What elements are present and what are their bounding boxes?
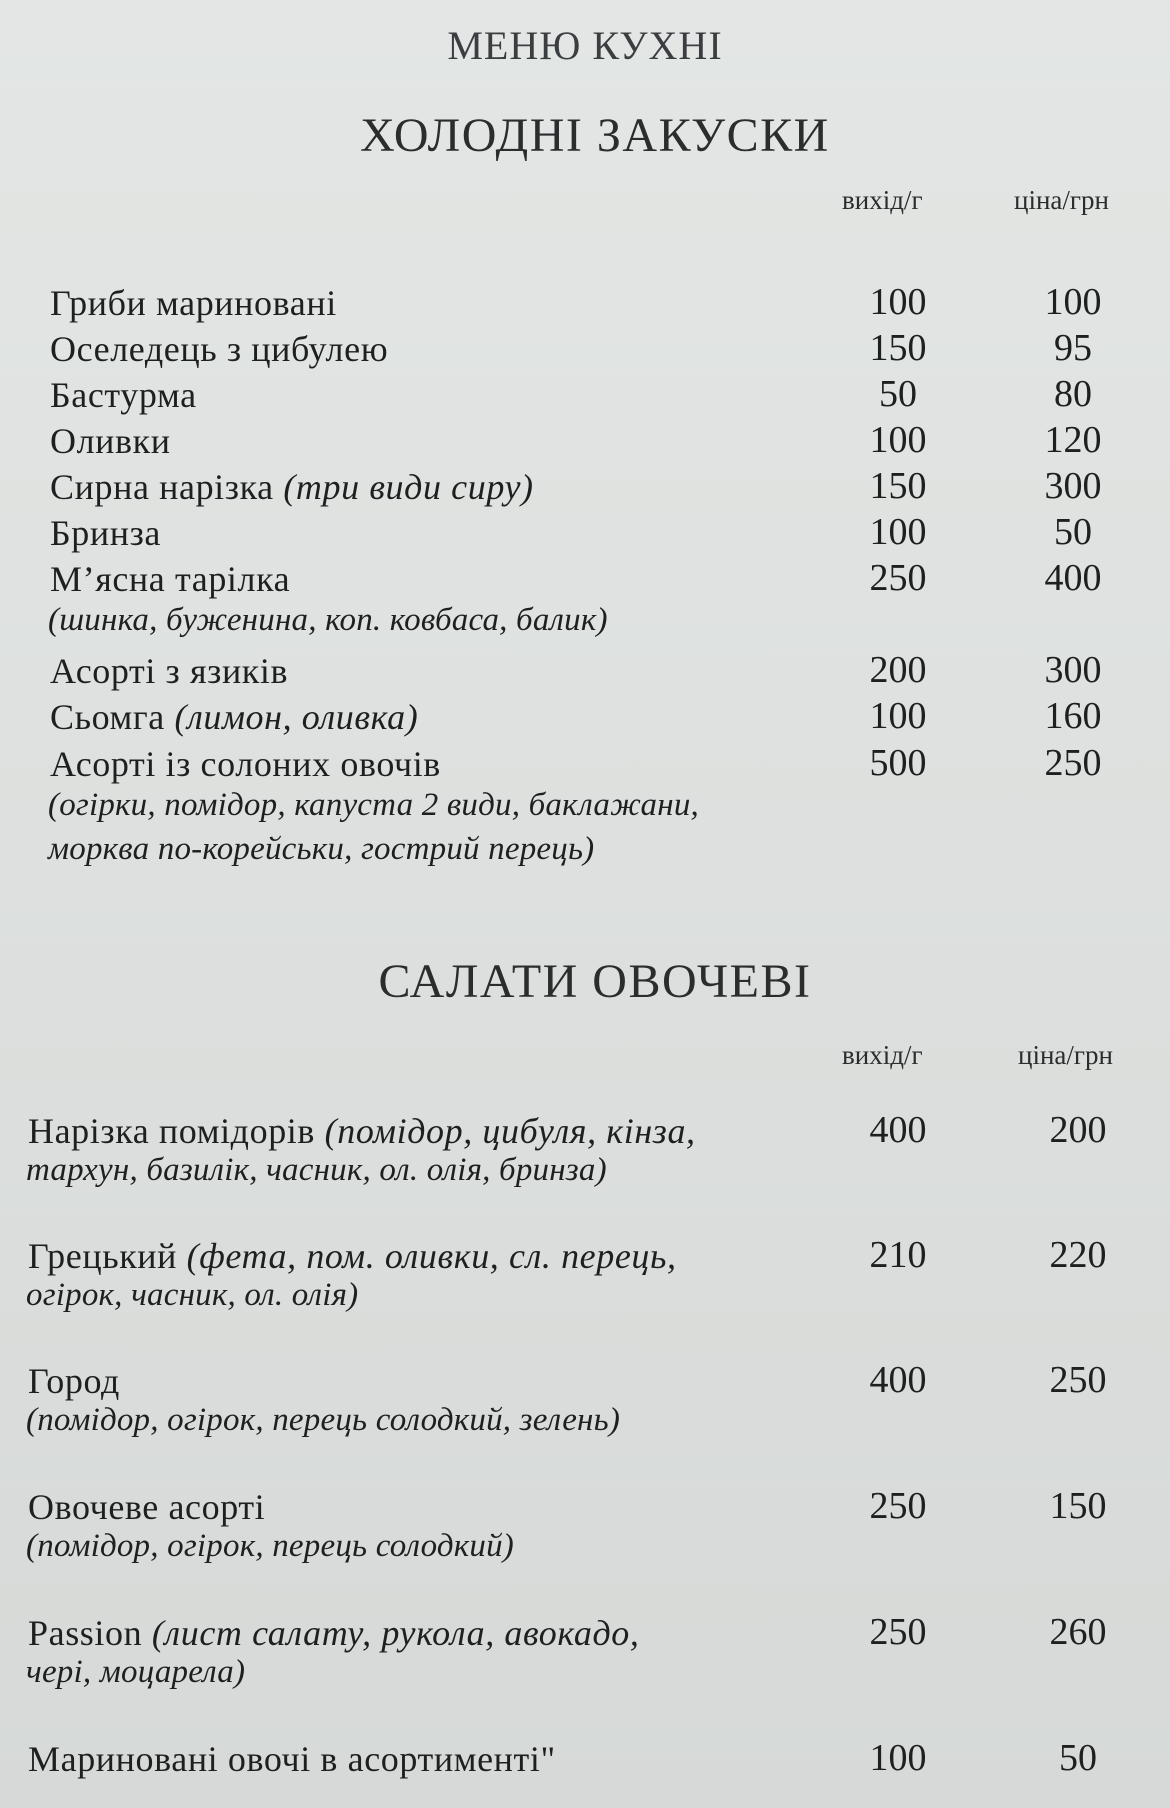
item-weight: 500 — [869, 742, 927, 784]
cold-col-weight-header: вихід/г — [842, 185, 923, 215]
item-name — [50, 512, 161, 554]
item-price: 100 — [1044, 281, 1102, 323]
item-description: чері, моцарела) — [26, 1654, 246, 1690]
item-name-text: Оселедець з цибулею — [50, 329, 389, 369]
item-weight: 150 — [869, 465, 927, 507]
item-price: 80 — [1054, 373, 1092, 415]
item-name-text: Сирна нарізка — [50, 467, 274, 507]
item-weight: 150 — [869, 327, 927, 369]
item-weight: 100 — [869, 695, 927, 737]
item-weight: 250 — [869, 557, 927, 599]
item-name-text: Город — [28, 1361, 120, 1401]
item-weight: 100 — [869, 419, 927, 461]
item-description: (помідор, огірок, перець солодкий, зелень) — [26, 1402, 621, 1438]
item-name-text: Овочеве асорті — [28, 1487, 266, 1527]
item-name — [50, 650, 288, 692]
menu-title: МЕНЮ КУХНІ — [447, 23, 723, 68]
item-weight: 200 — [869, 649, 927, 691]
item-weight: 400 — [869, 1109, 927, 1151]
item-name-text: Гриби мариновані — [50, 283, 337, 323]
item-price: 200 — [1049, 1109, 1107, 1151]
item-description: огірок, часник, ол. олія) — [26, 1277, 359, 1313]
item-weight: 250 — [869, 1611, 927, 1653]
item-name-text: Мариновані овочі в асортименті" — [28, 1739, 556, 1779]
item-name — [28, 1360, 120, 1402]
item-ingredients-note: (помідор, цибуля, кінза, — [324, 1111, 696, 1151]
cold-col-price-header: ціна/грн — [1014, 185, 1109, 215]
item-price: 260 — [1049, 1611, 1107, 1653]
salad-col-price-header: ціна/грн — [1018, 1040, 1113, 1070]
item-name — [28, 1110, 696, 1152]
item-price: 120 — [1044, 419, 1102, 461]
item-ingredients-note: (три види сиру) — [283, 467, 534, 507]
item-price: 300 — [1044, 649, 1102, 691]
item-name — [50, 696, 418, 738]
item-name-text: Асорті з язиків — [50, 651, 289, 691]
item-name-text: Грецький — [28, 1236, 178, 1276]
item-name-text: Сьомга — [50, 697, 165, 737]
item-price: 50 — [1054, 511, 1092, 553]
item-name — [28, 1486, 265, 1528]
item-ingredients-note: (фета, пом. оливки, сл. перець, — [186, 1236, 677, 1276]
item-description: (помідор, огірок, перець солодкий) — [26, 1528, 514, 1564]
item-name — [28, 1738, 556, 1780]
item-description: (огірки, помідор, капуста 2 види, баклажани, — [48, 787, 699, 823]
section-title-salads: САЛАТИ ОВОЧЕВІ — [378, 955, 812, 1008]
item-weight: 210 — [869, 1234, 927, 1276]
item-description: морква по-корейськи, гострий перець) — [48, 831, 595, 867]
item-name — [28, 1235, 677, 1277]
item-price: 250 — [1044, 742, 1102, 784]
item-name — [50, 466, 534, 508]
item-price: 160 — [1044, 695, 1102, 737]
item-price: 220 — [1049, 1234, 1107, 1276]
item-name-text: Бринза — [50, 513, 162, 553]
section-title-cold: ХОЛОДНІ ЗАКУСКИ — [360, 109, 830, 162]
item-weight: 100 — [869, 281, 927, 323]
item-description: тархун, базилік, часник, ол. олія, бринза) — [26, 1152, 607, 1188]
item-weight: 100 — [869, 1737, 927, 1779]
item-ingredients-note: (лист салату, рукола, авокадо, — [151, 1613, 640, 1653]
item-ingredients-note: (лимон, оливка) — [174, 697, 419, 737]
item-name — [28, 1612, 640, 1654]
item-price: 400 — [1044, 557, 1102, 599]
item-name — [50, 328, 388, 370]
item-name — [50, 743, 441, 785]
item-price: 250 — [1049, 1359, 1107, 1401]
item-name-text: Оливки — [50, 421, 171, 461]
item-name-text: Passion — [28, 1613, 143, 1653]
item-name — [50, 282, 337, 324]
item-name — [50, 420, 171, 462]
item-name — [50, 374, 197, 416]
item-name-text: М’ясна тарілка — [50, 559, 291, 599]
item-name — [50, 558, 290, 600]
item-name-text: Нарізка помідорів — [28, 1111, 316, 1151]
item-description: (шинка, буженина, коп. ковбаса, балик) — [48, 602, 608, 638]
item-weight: 400 — [869, 1359, 927, 1401]
item-price: 150 — [1049, 1485, 1107, 1527]
item-price: 300 — [1044, 465, 1102, 507]
item-price: 50 — [1059, 1737, 1097, 1779]
item-price: 95 — [1054, 327, 1092, 369]
item-name-text: Бастурма — [50, 375, 197, 415]
item-weight: 250 — [869, 1485, 927, 1527]
item-name-text: Асорті із солоних овочів — [50, 744, 441, 784]
item-weight: 100 — [869, 511, 927, 553]
salad-col-weight-header: вихід/г — [842, 1040, 923, 1070]
item-weight: 50 — [879, 373, 917, 415]
